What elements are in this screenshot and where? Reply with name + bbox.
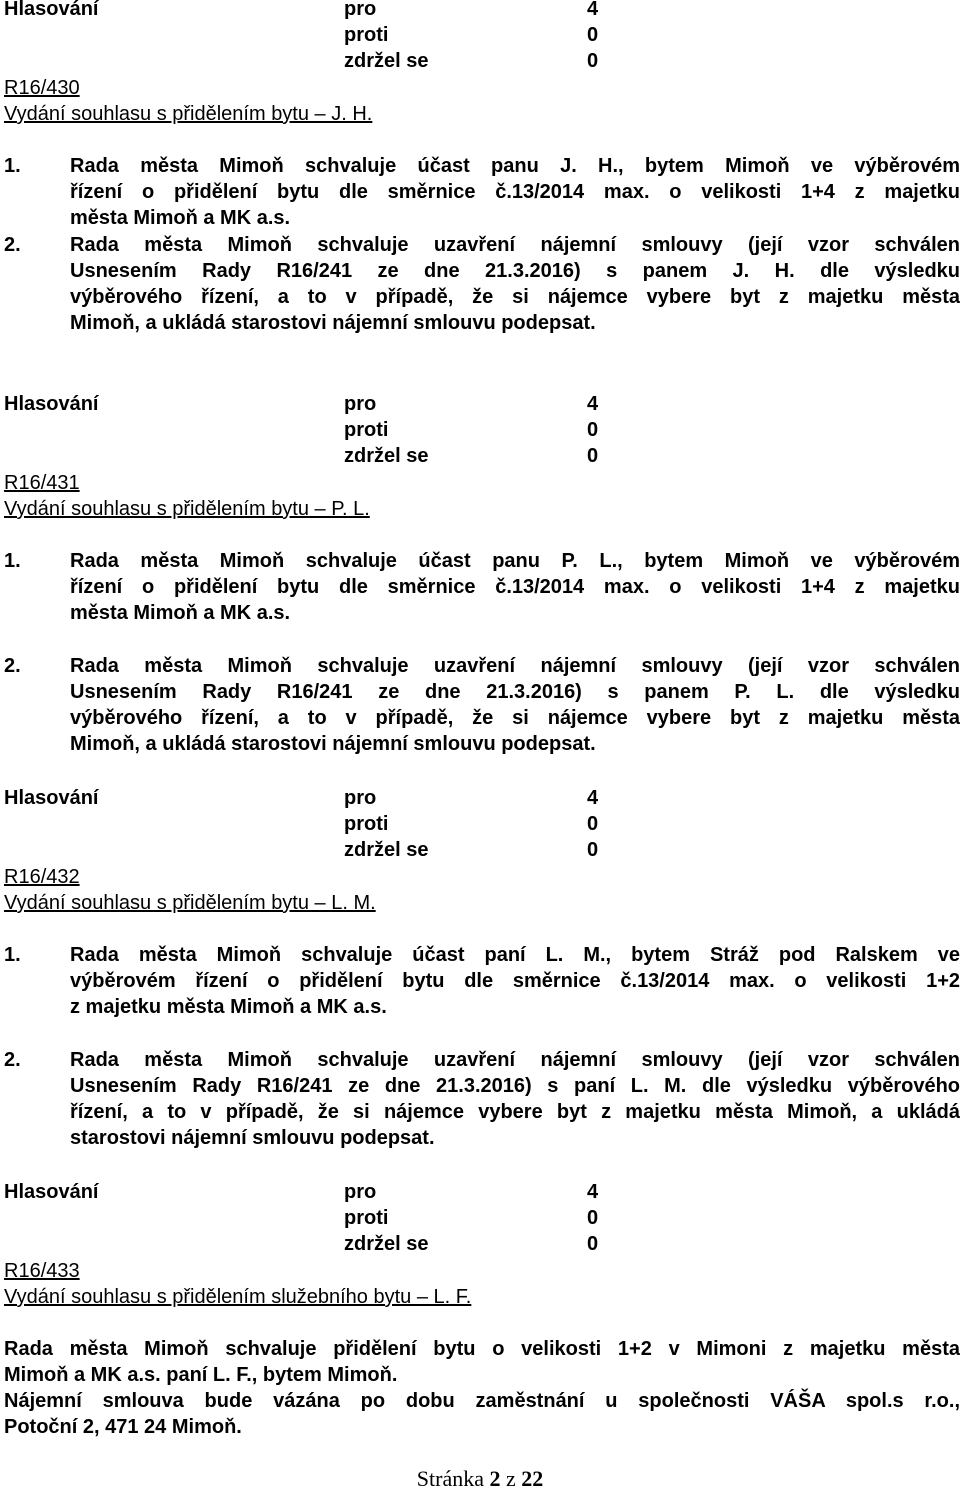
vote-zdrzel-label: zdržel se <box>344 1233 429 1255</box>
resolution-title: Vydání souhlasu s přidělením služebního bytu – L. F. <box>4 1286 472 1308</box>
footer-page-total: 22 <box>521 1466 544 1491</box>
paragraph-line: Usnesením Rady R16/241 ze dne 21.3.2016) s panem P. L. dle výsledku <box>70 681 960 703</box>
vote-zdrzel-count: 0 <box>587 839 599 861</box>
vote-pro-label: pro <box>344 1181 377 1203</box>
resolution-id: R16/431 <box>4 472 80 494</box>
paragraph-line: Mimoň a MK a.s. paní L. F., bytem Mimoň. <box>4 1364 398 1386</box>
paragraph-line: řízení o přidělení bytu dle směrnice č.13/2014 max. o velikosti 1+4 z majetku <box>70 181 960 203</box>
vote-proti-count: 0 <box>587 24 599 46</box>
footer-prefix: Stránka <box>416 1466 484 1491</box>
paragraph-line: Rada města Mimoň schvaluje uzavření nájemní smlouvy (její vzor schválen <box>70 1049 960 1071</box>
vote-pro-count: 4 <box>587 787 599 809</box>
resolution-paragraph <box>70 942 960 1020</box>
resolution-paragraph <box>70 548 960 626</box>
vote-pro-label: pro <box>344 787 377 809</box>
paragraph-line: Rada města Mimoň schvaluje uzavření nájemní smlouvy (její vzor schválen <box>70 655 960 677</box>
vote-heading: Hlasování <box>4 787 99 809</box>
paragraph-line: výběrovém řízení o přidělení bytu dle směrnice č.13/2014 max. o velikosti 1+2 <box>70 970 960 992</box>
paragraph-line: Rada města Mimoň schvaluje účast paní L. M., bytem Stráž pod Ralskem ve <box>70 944 960 966</box>
vote-zdrzel-count: 0 <box>587 50 599 72</box>
resolution-title: Vydání souhlasu s přidělením bytu – J. H. <box>4 103 373 125</box>
vote-zdrzel-label: zdržel se <box>344 445 429 467</box>
vote-zdrzel-count: 0 <box>587 445 599 467</box>
vote-proti-label: proti <box>344 813 389 835</box>
vote-proti-label: proti <box>344 1207 389 1229</box>
paragraph-line: Mimoň, a ukládá starostovi nájemní smlouvu podepsat. <box>70 733 596 755</box>
paragraph-line: Potoční 2, 471 24 Mimoň. <box>4 1416 242 1438</box>
paragraph-line: Mimoň, a ukládá starostovi nájemní smlouvu podepsat. <box>70 312 596 334</box>
item-number: 2. <box>4 234 21 256</box>
vote-proti-count: 0 <box>587 419 599 441</box>
resolution-paragraph <box>70 653 960 757</box>
vote-zdrzel-label: zdržel se <box>344 839 429 861</box>
vote-pro-label: pro <box>344 393 377 415</box>
resolution-paragraph <box>70 153 960 231</box>
footer-separator: z <box>505 1466 516 1491</box>
vote-heading: Hlasování <box>4 393 99 415</box>
resolution-title: Vydání souhlasu s přidělením bytu – L. M. <box>4 892 376 914</box>
paragraph-line: Rada města Mimoň schvaluje účast panu P. L., bytem Mimoň ve výběrovém <box>70 550 960 572</box>
vote-proti-count: 0 <box>587 1207 599 1229</box>
vote-zdrzel-label: zdržel se <box>344 50 429 72</box>
resolution-id: R16/433 <box>4 1260 80 1282</box>
item-number: 1. <box>4 944 21 966</box>
vote-pro-count: 4 <box>587 1181 599 1203</box>
item-number: 2. <box>4 1049 21 1071</box>
vote-proti-count: 0 <box>587 813 599 835</box>
paragraph-line: Usnesením Rady R16/241 ze dne 21.3.2016) s panem J. H. dle výsledku <box>70 260 960 282</box>
resolution-id: R16/430 <box>4 77 80 99</box>
resolution-id: R16/432 <box>4 866 80 888</box>
paragraph-line: Nájemní smlouva bude vázána po dobu zaměstnání u společnosti VÁŠA spol.s r.o., <box>4 1390 960 1412</box>
vote-heading: Hlasování <box>4 0 99 20</box>
paragraph-line: Usnesením Rady R16/241 ze dne 21.3.2016) s paní L. M. dle výsledku výběrového <box>70 1075 960 1097</box>
item-number: 1. <box>4 155 21 177</box>
item-number: 1. <box>4 550 21 572</box>
paragraph-line: Rada města Mimoň schvaluje účast panu J. H., bytem Mimoň ve výběrovém <box>70 155 960 177</box>
paragraph-line: výběrového řízení, a to v případě, že si nájemce vybere byt z majetku města <box>70 707 960 729</box>
vote-pro-count: 4 <box>587 393 599 415</box>
paragraph-line: řízení, a to v případě, že si nájemce vybere byt z majetku města Mimoň, a ukládá <box>70 1101 960 1123</box>
paragraph-line: výběrového řízení, a to v případě, že si nájemce vybere byt z majetku města <box>70 286 960 308</box>
paragraph-line: Rada města Mimoň schvaluje uzavření nájemní smlouvy (její vzor schválen <box>70 234 960 256</box>
vote-zdrzel-count: 0 <box>587 1233 599 1255</box>
footer-page-number: 2 <box>489 1466 501 1491</box>
paragraph-line: města Mimoň a MK a.s. <box>70 207 291 229</box>
vote-pro-count: 4 <box>587 0 599 20</box>
resolution-paragraph <box>70 232 960 336</box>
paragraph-line: města Mimoň a MK a.s. <box>70 602 291 624</box>
resolution-paragraph <box>4 1336 960 1440</box>
paragraph-line: Rada města Mimoň schvaluje přidělení bytu o velikosti 1+2 v Mimoni z majetku města <box>4 1338 960 1360</box>
vote-proti-label: proti <box>344 24 389 46</box>
vote-proti-label: proti <box>344 419 389 441</box>
page-footer <box>0 1466 960 1492</box>
item-number: 2. <box>4 655 21 677</box>
paragraph-line: z majetku města Mimoň a MK a.s. <box>70 996 387 1018</box>
vote-pro-label: pro <box>344 0 377 20</box>
paragraph-line: řízení o přidělení bytu dle směrnice č.13/2014 max. o velikosti 1+4 z majetku <box>70 576 960 598</box>
resolution-title: Vydání souhlasu s přidělením bytu – P. L. <box>4 498 370 520</box>
paragraph-line: starostovi nájemní smlouvu podepsat. <box>70 1127 435 1149</box>
vote-heading: Hlasování <box>4 1181 99 1203</box>
resolution-paragraph <box>70 1047 960 1151</box>
